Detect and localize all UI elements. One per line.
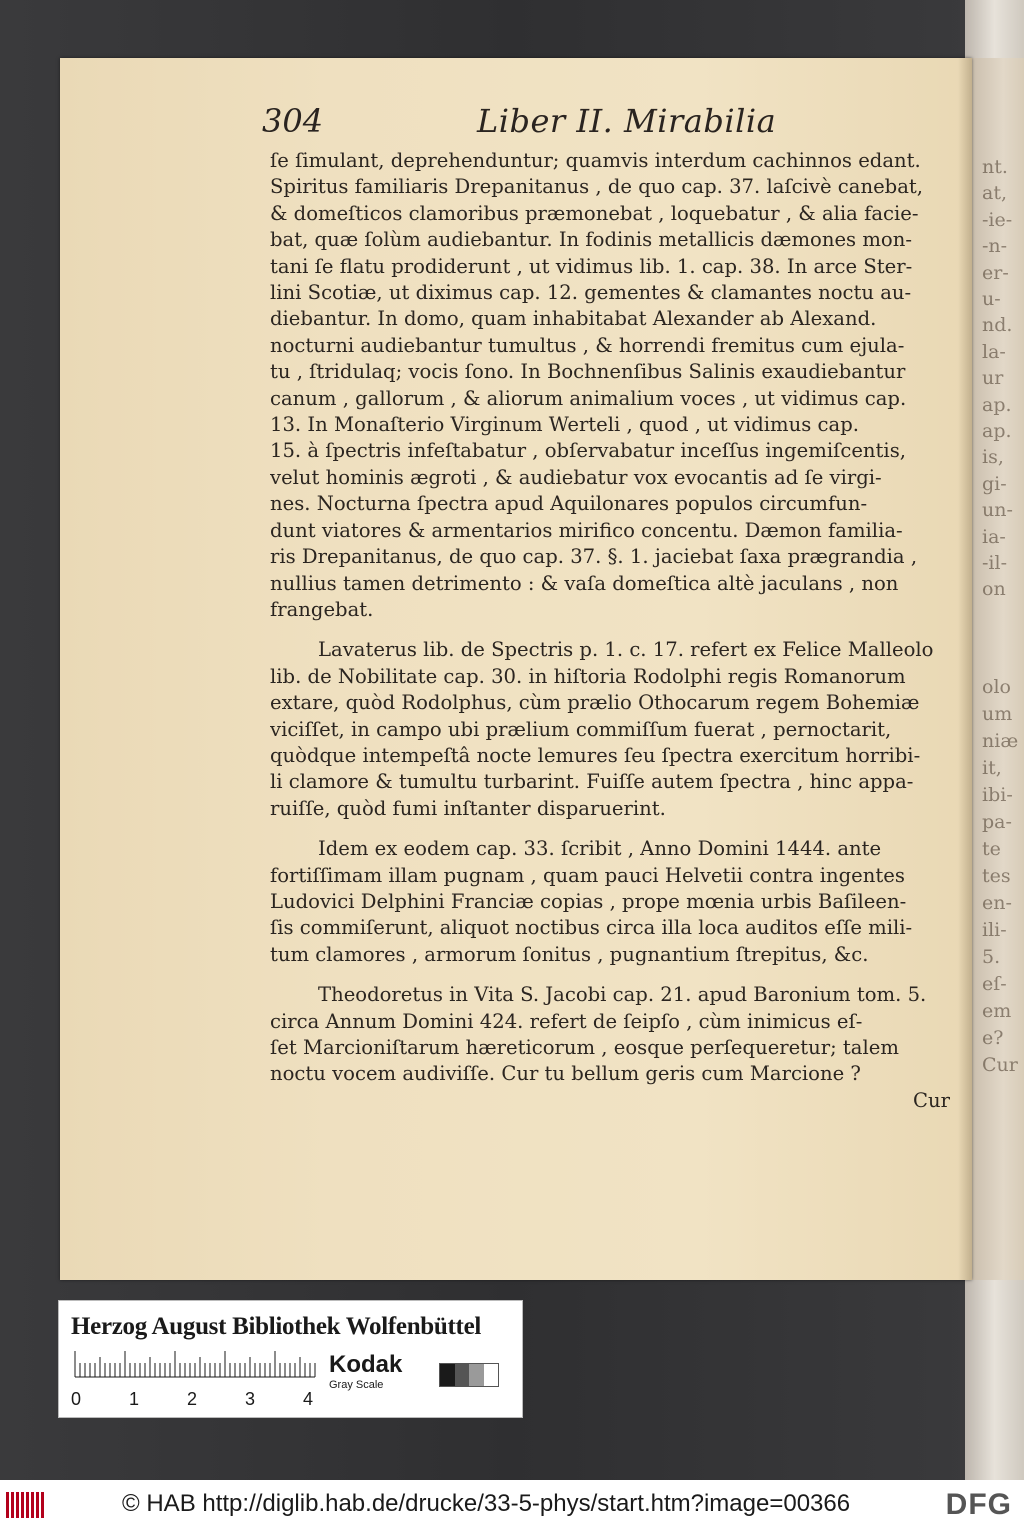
text-line: Ludovici Delphini Franciæ copias , prope mœnia urbis Baſileen-: [270, 889, 907, 913]
text-line: ruiſſe, quòd fumi inſtanter disparuerint.: [270, 796, 666, 820]
logo-bar: [41, 1492, 44, 1518]
text-line: nes. Nocturna ſpectra apud Aquilonares populos circumfun-: [270, 492, 868, 516]
text-line: Idem ex eodem cap. 33. ſcribit , Anno Domini 1444. ante: [318, 837, 882, 861]
bleed-text: gi-: [982, 472, 1007, 495]
bleed-text: la-: [982, 340, 1006, 363]
logo-bar: [16, 1492, 19, 1518]
logo-bar: [6, 1492, 9, 1518]
bleed-text: u-: [982, 288, 1001, 310]
ruler-number: 4: [303, 1389, 314, 1409]
bleed-text: ap.: [982, 420, 1012, 442]
text-line: ſe ſimulant, deprehenduntur; quamvis interdum cachinnos edant.: [270, 149, 921, 172]
text-line: lib. de Nobilitate cap. 30. in hiſtoria Rodolphi regis Romanorum: [270, 664, 906, 688]
text-line: extare, quòd Rodolphus, cùm prælio Othocarum regem Bohemiæ: [270, 691, 920, 715]
paragraph-gap: [270, 822, 950, 836]
ruler-number: 0: [71, 1389, 82, 1409]
text-line: 13. In Monaſterio Virginum Werteli , quod , ut vidimus cap.: [270, 413, 859, 437]
text-line: fortiſſimam illam pugnam , quam pauci Helvetii contra ingentes: [270, 863, 905, 887]
logo-bar: [21, 1492, 24, 1518]
bleed-text: un-: [982, 499, 1013, 522]
text-line: nullius tamen detrimento : & vaſa domeſtica altè jaculans , non: [270, 571, 899, 595]
gray-scale-label: Gray Scale: [329, 1379, 384, 1391]
text-line: velut hominis ægroti , & audiebatur vox evocantis ad ſe virgi-: [270, 465, 882, 489]
gray-swatch: [469, 1364, 484, 1386]
bleed-text: nt.: [982, 156, 1008, 178]
paragraph-gap: [270, 623, 950, 637]
text-line: quòdque intempeſtâ nocte lemures ſeu ſpectra exercitum horribi-: [270, 743, 921, 767]
ruler-number: 2: [187, 1389, 198, 1409]
page-header: [262, 102, 962, 150]
bleed-text: it,: [982, 757, 1002, 779]
ruler-number: 3: [245, 1389, 256, 1409]
text-line: noctu vocem audiviſſe. Cur tu bellum geris cum Marcione ?: [270, 1062, 861, 1086]
bleed-text: -il-: [982, 552, 1007, 574]
text-line: ſet Marcioniſtarum hæreticorum , eosque perſequeretur; talem: [270, 1036, 899, 1059]
kodak-logo: Kodak: [329, 1351, 403, 1378]
bleed-text: er-: [982, 261, 1009, 284]
text-line: tani ſe flatu prodiderunt , ut vidimus lib. 1. cap. 38. In arce Ster-: [270, 254, 913, 278]
text-line: tu , ſtridulaq; vocis ſono. In Bochnenſibus Salinis exaudiebantur: [270, 360, 906, 384]
hab-logo-icon: [6, 1492, 48, 1518]
bleed-text: at,: [982, 182, 1008, 205]
bleed-text: niæ: [982, 730, 1019, 752]
ruler-scale: [73, 1351, 321, 1381]
bleed-text: pa-: [982, 811, 1012, 833]
dfg-logo: DFG: [945, 1488, 1012, 1521]
text-line: li clamore & tumultu turbarint. Fuiſſe autem ſpectra , hinc appa-: [270, 770, 914, 794]
bleed-text: 5.: [982, 946, 1001, 968]
text-line: ſis commiſerunt, aliquot noctibus circa illa loca auditos eſſe mili-: [270, 916, 913, 940]
text-line: circa Annum Domini 424. refert de ſeipſo , cùm inimicus eſ-: [270, 1009, 863, 1033]
body-text: [270, 148, 950, 1114]
next-page-bleed: [972, 58, 1024, 1280]
bleed-text: -n-: [982, 235, 1008, 258]
text-line: 15. à ſpectris infeſtabatur , obſervabatur inceſſus ingemiſcentis,: [270, 439, 906, 463]
bleed-text: ur: [982, 367, 1004, 390]
text-line: Theodoretus in Vita S. Jacobi cap. 21. apud Baronium tom. 5.: [318, 983, 927, 1007]
running-title: Liber II. Mirabilia: [477, 102, 777, 140]
text-line: canum , gallorum , & aliorum animalium voces , ut vidimus cap.: [270, 386, 907, 410]
bleed-text: e?: [982, 1027, 1004, 1049]
text-line: Spiritus familiaris Drepanitanus , de quo cap. 37. laſcivè canebat,: [270, 175, 923, 199]
paragraph-gap: [270, 968, 950, 982]
text-line: dunt viatores & armentarios mirifico concentu. Dæmon familia-: [270, 518, 903, 542]
bleed-text: ibi-: [982, 784, 1013, 806]
text-line: Cur: [913, 1088, 950, 1112]
text-line: bat, quæ ſolùm audiebantur. In fodinis metallicis dæmones mon-: [270, 228, 912, 252]
gray-swatch: [484, 1364, 499, 1386]
text-line: lini Scotiæ, ut diximus cap. 12. gementes & clamantes noctu au-: [270, 281, 912, 305]
ruler-numbers: [71, 1389, 331, 1411]
bleed-text: on: [982, 578, 1006, 601]
text-line: nocturni audiebantur tumultus , & horrendi fremitus cum ejula-: [270, 333, 905, 357]
bleed-text: Cur: [982, 1054, 1018, 1076]
bleed-text: ia-: [982, 525, 1006, 548]
gray-swatch: [455, 1364, 470, 1386]
institution-name: Herzog August Bibliothek Wolfenbüttel: [71, 1313, 482, 1340]
text-line: ris Drepanitanus, de quo cap. 37. §. 1. jaciebat ſaxa prægrandia ,: [270, 545, 918, 569]
text-line: viciſſet, in campo ubi prælium commiſſum fuerat , pernoctarit,: [270, 717, 892, 741]
logo-bar: [31, 1492, 34, 1518]
copyright-link[interactable]: © HAB http://diglib.hab.de/drucke/33-5-phys/start.htm?image=00366: [122, 1490, 851, 1517]
footer-bar: [0, 1480, 1024, 1529]
bleed-text: eſ-: [982, 973, 1007, 995]
logo-bar: [36, 1492, 39, 1518]
bleed-text: en-: [982, 892, 1012, 914]
bleed-text: tes: [982, 865, 1011, 887]
gray-swatches: [439, 1363, 499, 1387]
ruler-number: 1: [129, 1389, 140, 1409]
page-number: 304: [262, 102, 324, 140]
bleed-text: is,: [982, 446, 1004, 469]
bleed-text: nd.: [982, 314, 1013, 337]
bleed-text: um: [982, 703, 1013, 725]
text-line: & domeſticos clamoribus præmonebat , loquebatur , & alia facie-: [270, 201, 919, 225]
color-target-card: [58, 1300, 523, 1418]
text-line: tum clamores , armorum ſonitus , pugnantium ſtrepitus, &c.: [270, 942, 869, 966]
bleed-text: -ie-: [982, 208, 1013, 231]
bleed-text: olo: [982, 676, 1011, 698]
gray-swatch: [440, 1364, 455, 1386]
bleed-text: ili-: [982, 919, 1007, 941]
text-line: Lavaterus lib. de Spectris p. 1. c. 17. refert ex Felice Malleolo: [318, 638, 934, 662]
bleed-text: ap.: [982, 393, 1012, 416]
bleed-text: em: [982, 1000, 1012, 1022]
page-gutter: [958, 58, 972, 1280]
logo-bar: [26, 1492, 29, 1518]
text-line: diebantur. In domo, quam inhabitabat Alexander ab Alexand.: [270, 307, 877, 331]
text-line: frangebat.: [270, 597, 374, 621]
bleed-text: te: [982, 838, 1001, 860]
logo-bar: [11, 1492, 14, 1518]
